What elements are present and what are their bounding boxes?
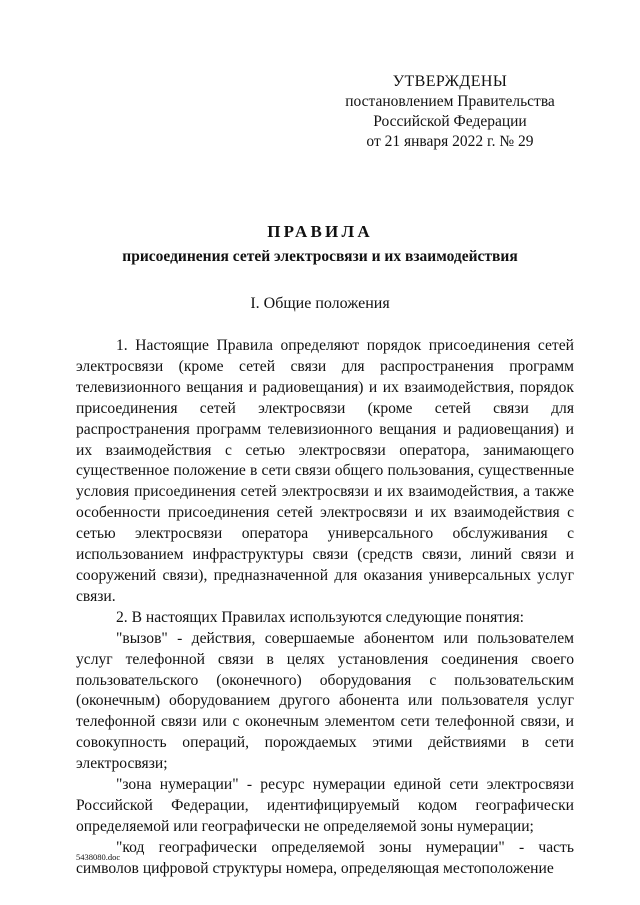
footer-file-name: 5438080.doc <box>76 852 121 862</box>
approval-block <box>340 72 560 152</box>
approval-line-decree: постановлением Правительства <box>345 93 555 110</box>
document-title: ПРАВИЛА <box>267 222 373 241</box>
definition-call: "вызов" - действия, совершаемые абонентом или пользователем услуг телефонной связи в целях установления соединения своего пользовательского (оконечного) оборудования с пользовательским (оконечным) оборудованием другого абонента или пользователя услуг телефонной связи или с оконечным элементом сети телефонной связи, и совокупность операций, порождаемых этими действиями в сети электросвязи; <box>76 629 574 773</box>
approval-stamp: УТВЕРЖДЕНЫ <box>392 73 508 90</box>
approval-line-date-number: от 21 января 2022 г. № 29 <box>366 133 534 150</box>
section-heading: I. Общие положения <box>250 295 390 312</box>
document-subtitle: присоединения сетей электросвязи и их взаимодействия <box>122 248 518 265</box>
definition-numbering-zone: "зона нумерации" - ресурс нумерации единой сети электросвязи Российской Федерации, идентифицируемый кодом географически определяемой или географически не определяемой зоны нумерации; <box>76 776 574 835</box>
approval-line-government: Российской Федерации <box>373 113 527 130</box>
document-body <box>76 336 574 880</box>
paragraph-2: 2. В настоящих Правилах используются следующие понятия: <box>116 608 524 626</box>
definition-geographic-zone-code: "код географически определяемой зоны нумерации" - часть символов цифровой структуры номера, определяющая местоположение <box>76 838 574 877</box>
paragraph-1: 1. Настоящие Правила определяют порядок присоединения сетей электросвязи (кроме сетей связи для распространения программ телевизионного вещания и радиовещания) и их взаимодействия, порядок присоединения сетей электросвязи (кроме сетей связи для распространения программ телевизионного вещания и радиовещания) и их взаимодействия с сетью электросвязи оператора, занимающего существенное положение в сети связи общего пользования, существенные условия присоединения сетей электросвязи и их взаимодействия, а также особенности присоединения сетей электросвязи и их взаимодействия с сетью электросвязи оператора универсального обслуживания с использованием инфраструктуры связи (средств связи, линий связи и сооружений связи), предназначенной для оказания универсальных услуг связи. <box>76 337 574 605</box>
